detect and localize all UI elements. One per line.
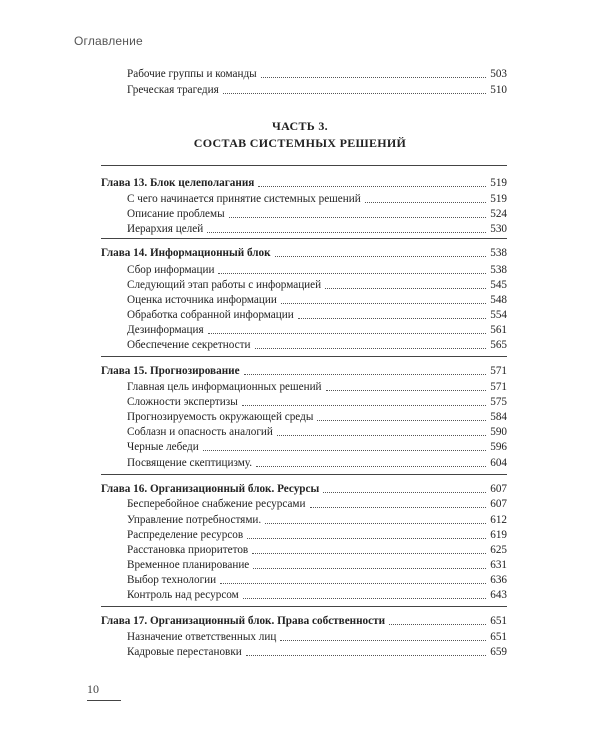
toc-entry[interactable] (127, 394, 507, 409)
toc-entry-title: Греческая трагедия (127, 84, 219, 96)
dot-leader (218, 273, 486, 274)
toc-entry[interactable] (127, 262, 507, 277)
toc-entry[interactable] (127, 409, 507, 424)
toc-entry-page: 636 (490, 574, 507, 586)
toc-entry-title: Расстановка приоритетов (127, 544, 249, 556)
toc-entry[interactable] (127, 527, 507, 542)
toc-entry-page: 612 (490, 514, 507, 526)
toc-entry-title: Прогнозируемость окружающей среды (127, 411, 314, 423)
toc-entry-title: Черные лебеди (127, 441, 199, 453)
toc-chapter-17[interactable] (101, 613, 507, 628)
toc-entry-page: 590 (490, 426, 507, 438)
dot-leader (280, 640, 486, 641)
toc-entry-page: 548 (490, 294, 507, 306)
dot-leader (220, 583, 486, 584)
toc-entry[interactable] (127, 512, 507, 527)
toc-entry-page: 538 (490, 264, 507, 276)
toc-entry-page: 575 (490, 396, 507, 408)
toc-chapter-14[interactable] (101, 245, 507, 260)
toc-entry-page: 545 (490, 279, 507, 291)
toc-entry-title: Сложности экспертизы (127, 396, 238, 408)
dot-leader (326, 390, 487, 391)
dot-leader (261, 77, 487, 78)
toc-entry[interactable] (127, 337, 507, 352)
toc-entry-page: 571 (490, 381, 507, 393)
toc-entry[interactable] (127, 424, 507, 439)
dot-leader (207, 232, 486, 233)
toc-entry-title: Рабочие группы и команды (127, 68, 257, 80)
toc-entry-title: Обеспечение секретности (127, 339, 251, 351)
toc-entry-title: Описание проблемы (127, 208, 225, 220)
toc-entry-title: Назначение ответственных лиц (127, 631, 277, 643)
toc-entry[interactable] (127, 557, 507, 572)
dot-leader (244, 374, 487, 375)
toc-entry-title: Обработка собранной информации (127, 309, 294, 321)
chapter-title: Глава 15. Прогнозирование (101, 365, 240, 377)
toc-entry-page: 530 (490, 223, 507, 235)
toc-entry-page: 631 (490, 559, 507, 571)
toc-entry-page: 503 (490, 68, 507, 80)
dot-leader (256, 466, 486, 467)
toc-entry-page: 604 (490, 457, 507, 469)
toc-entry-title: Временное планирование (127, 559, 250, 571)
toc-entry-title: Кадровые перестановки (127, 646, 242, 658)
toc-entry[interactable] (127, 292, 507, 307)
toc-entry-page: 596 (490, 441, 507, 453)
toc-entry[interactable] (127, 307, 507, 322)
toc-entry-title: С чего начинается принятие системных решений (127, 193, 361, 205)
dot-leader (229, 217, 487, 218)
toc-chapter-13[interactable] (101, 175, 507, 190)
chapter-title: Глава 14. Информационный блок (101, 247, 271, 259)
toc-entry[interactable] (127, 439, 507, 454)
chapter-title: Глава 16. Организационный блок. Ресурсы (101, 483, 320, 495)
toc-entry-page: 524 (490, 208, 507, 220)
toc-entry[interactable] (127, 191, 507, 206)
dot-leader (255, 348, 487, 349)
part-number: ЧАСТЬ 3. (272, 119, 328, 133)
toc-chapter-16[interactable] (101, 481, 507, 496)
dot-leader (275, 256, 487, 257)
toc-entry-title: Дезинформация (127, 324, 204, 336)
part-title: СОСТАВ СИСТЕМНЫХ РЕШЕНИЙ (193, 136, 407, 150)
toc-entry-title: Выбор технологии (127, 574, 217, 586)
toc-entry[interactable] (127, 66, 507, 81)
toc-chapter-15[interactable] (101, 363, 507, 378)
dot-leader (252, 553, 486, 554)
toc-entry[interactable] (127, 221, 507, 236)
dot-leader (317, 420, 486, 421)
toc-entry[interactable] (127, 277, 507, 292)
running-head: Оглавление (74, 34, 143, 48)
folio-divider (87, 700, 121, 701)
dot-leader (323, 492, 486, 493)
toc-entry-page: 607 (490, 498, 507, 510)
chapter-title: Глава 13. Блок целеполагания (101, 177, 255, 189)
toc-entry-page: 643 (490, 589, 507, 601)
toc-entry-title: Контроль над ресурсом (127, 589, 239, 601)
chapter-page: 651 (490, 615, 507, 627)
dot-leader (247, 538, 486, 539)
toc-entry-page: 565 (490, 339, 507, 351)
toc-entry-page: 659 (490, 646, 507, 658)
dot-leader (365, 202, 487, 203)
dot-leader (208, 333, 487, 334)
toc-entry-title: Следующий этап работы с информацией (127, 279, 322, 291)
toc-entry[interactable] (127, 587, 507, 602)
dot-leader (258, 186, 486, 187)
toc-entry[interactable] (127, 379, 507, 394)
section-divider (101, 238, 507, 239)
dot-leader (277, 435, 486, 436)
dot-leader (253, 568, 486, 569)
toc-entry-page: 519 (490, 193, 507, 205)
toc-entry-page: 554 (490, 309, 507, 321)
toc-entry[interactable] (127, 322, 507, 337)
toc-entry-page: 651 (490, 631, 507, 643)
dot-leader (242, 405, 486, 406)
toc-entry[interactable] (127, 572, 507, 587)
toc-entry-title: Сбор информации (127, 264, 215, 276)
toc-entry[interactable] (127, 629, 507, 644)
toc-entry-title: Распределение ресурсов (127, 529, 244, 541)
toc-entry[interactable] (127, 455, 507, 470)
toc-entry-title: Главная цель информационных решений (127, 381, 322, 393)
toc-entry-title: Соблазн и опасность аналогий (127, 426, 273, 438)
toc-entry-page: 510 (490, 84, 507, 96)
chapter-page: 538 (490, 247, 507, 259)
chapter-page: 519 (490, 177, 507, 189)
section-divider (101, 165, 507, 166)
toc-entry-title: Бесперебойное снабжение ресурсами (127, 498, 306, 510)
dot-leader (243, 598, 486, 599)
dot-leader (325, 288, 486, 289)
section-divider (101, 356, 507, 357)
toc-entry-page: 584 (490, 411, 507, 423)
toc-entry[interactable] (127, 644, 507, 659)
dot-leader (203, 450, 487, 451)
toc-entry[interactable] (127, 206, 507, 221)
page-number: 10 (87, 682, 99, 696)
toc-entry-page: 625 (490, 544, 507, 556)
toc-entry-title: Оценка источника информации (127, 294, 277, 306)
chapter-title: Глава 17. Организационный блок. Права собственности (101, 615, 386, 627)
chapter-page: 571 (490, 365, 507, 377)
toc-entry-title: Управление потребностями. (127, 514, 262, 526)
dot-leader (298, 318, 486, 319)
dot-leader (281, 303, 486, 304)
dot-leader (223, 93, 486, 94)
toc-entry-title: Посвящение скептицизму. (127, 457, 253, 469)
section-divider (101, 474, 507, 475)
toc-entry[interactable] (127, 542, 507, 557)
toc-entry[interactable] (127, 82, 507, 97)
toc-entry-page: 561 (490, 324, 507, 336)
toc-entry-title: Иерархия целей (127, 223, 204, 235)
dot-leader (389, 624, 486, 625)
dot-leader (265, 523, 486, 524)
chapter-page: 607 (490, 483, 507, 495)
dot-leader (246, 655, 486, 656)
toc-entry-page: 619 (490, 529, 507, 541)
toc-entry[interactable] (127, 496, 507, 511)
dot-leader (310, 507, 487, 508)
section-divider (101, 606, 507, 607)
